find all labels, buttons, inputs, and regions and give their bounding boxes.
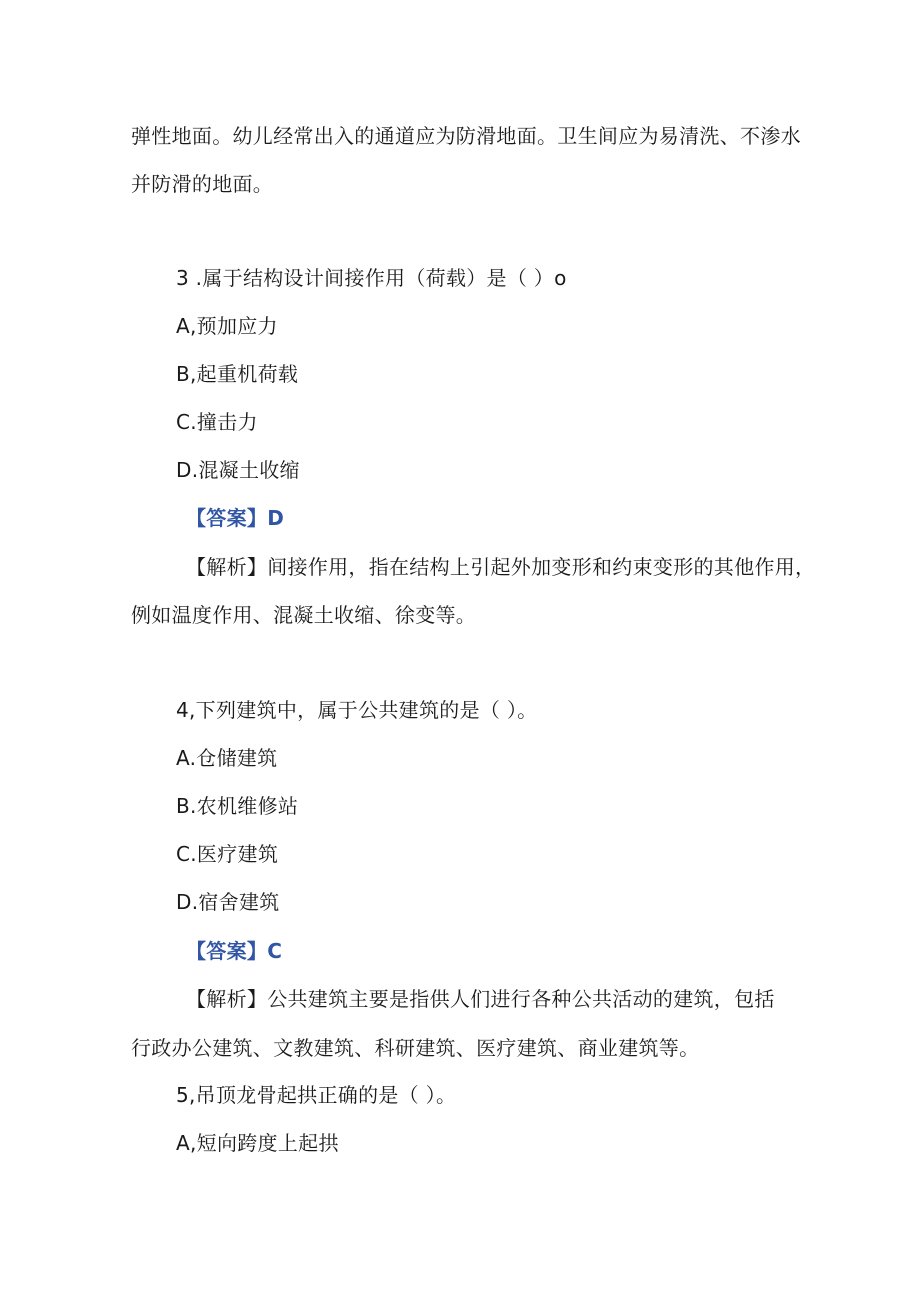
intro-line-2: 并防滑的地面。 (131, 172, 274, 196)
question-3-option-a: A,预加应力 (176, 314, 278, 338)
question-4-option-d: D.宿舍建筑 (176, 890, 280, 914)
question-4-option-a: A.仓储建筑 (176, 746, 278, 770)
question-3-option-b: B,起重机荷载 (176, 362, 299, 386)
question-3-text: 3 .属于结构设计间接作用（荷载）是（ ）o (176, 266, 567, 290)
question-5-text: 5,吊顶龙骨起拱正确的是（ ）。 (176, 1083, 457, 1107)
question-4-analysis-line-2: 行政办公建筑、文教建筑、科研建筑、医疗建筑、商业建筑等。 (131, 1036, 700, 1060)
question-3-answer: 【答案】D (186, 506, 285, 530)
question-4-text: 4,下列建筑中，属于公共建筑的是（ ）。 (176, 698, 538, 722)
question-5-option-a: A,短向跨度上起拱 (176, 1131, 339, 1155)
question-4-option-b: B.农机维修站 (176, 794, 299, 818)
question-3-option-c: C.撞击力 (176, 410, 258, 434)
intro-line-1: 弹性地面。幼儿经常出入的通道应为防滑地面。卫生间应为易清洗、不渗水 (131, 124, 801, 148)
question-4-option-c: C.医疗建筑 (176, 842, 279, 866)
question-4-analysis-line-1: 【解析】公共建筑主要是指供人们进行各种公共活动的建筑，包括 (186, 987, 775, 1011)
question-4-answer: 【答案】C (186, 939, 283, 963)
question-3-analysis-line-1: 【解析】间接作用，指在结构上引起外加变形和约束变形的其他作用， (186, 555, 816, 579)
question-3-option-d: D.混凝土收缩 (176, 458, 300, 482)
question-3-analysis-line-2: 例如温度作用、混凝土收缩、徐变等。 (131, 603, 477, 627)
